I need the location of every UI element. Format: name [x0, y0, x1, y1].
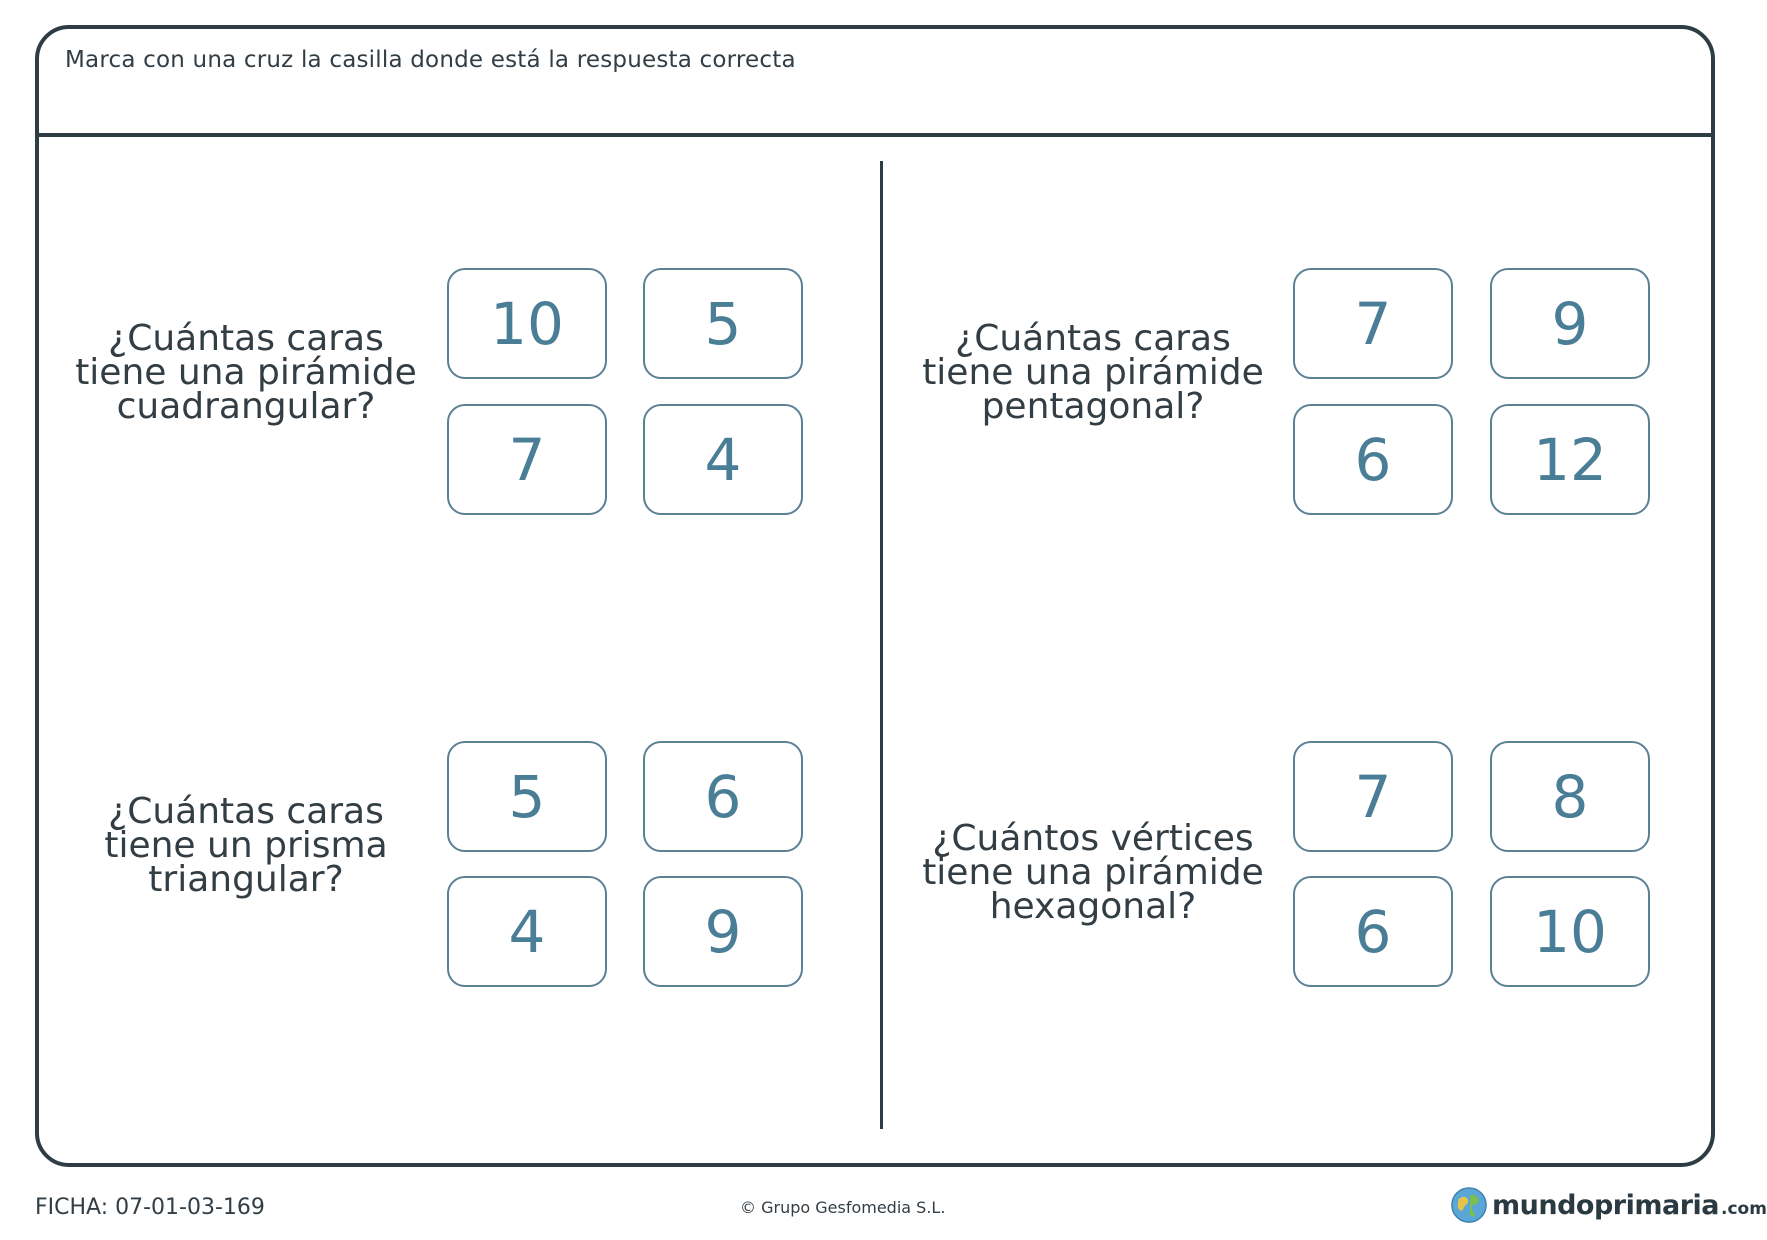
question-line: ¿Cuántos vértices	[932, 818, 1254, 859]
question-line: ¿Cuántas caras	[108, 791, 384, 832]
answer-box[interactable]: 10	[447, 268, 607, 379]
question-3	[61, 791, 431, 900]
question-line: cuadrangular?	[116, 386, 376, 427]
question-2	[908, 318, 1278, 427]
header-divider	[39, 133, 1711, 137]
answer-box[interactable]: 9	[1490, 268, 1650, 379]
brand-logo[interactable]	[1450, 1186, 1767, 1224]
question-line: tiene una pirámide	[922, 352, 1264, 393]
answer-box[interactable]: 7	[1293, 741, 1453, 852]
question-line: hexagonal?	[989, 886, 1197, 927]
answer-box[interactable]: 6	[1293, 876, 1453, 987]
logo-domain: .com	[1721, 1199, 1767, 1219]
question-4	[908, 818, 1278, 927]
answer-box[interactable]: 5	[447, 741, 607, 852]
worksheet-frame	[35, 25, 1715, 1167]
answer-box[interactable]: 7	[447, 404, 607, 515]
question-line: pentagonal?	[981, 386, 1205, 427]
logo-text: mundoprimaria	[1492, 1189, 1719, 1221]
answer-box[interactable]: 9	[643, 876, 803, 987]
answer-box[interactable]: 10	[1490, 876, 1650, 987]
center-divider	[880, 161, 883, 1129]
worksheet-code: FICHA: 07-01-03-169	[35, 1195, 265, 1220]
instructions: Marca con una cruz la casilla donde está la respuesta correcta	[65, 47, 796, 73]
copyright: © Grupo Gesfomedia S.L.	[740, 1198, 946, 1217]
answer-box[interactable]: 12	[1490, 404, 1650, 515]
answer-box[interactable]: 6	[643, 741, 803, 852]
question-line: tiene una pirámide	[922, 852, 1264, 893]
answer-box[interactable]: 8	[1490, 741, 1650, 852]
question-line: tiene un prisma	[104, 825, 388, 866]
question-1	[61, 318, 431, 427]
question-line: tiene una pirámide	[75, 352, 417, 393]
question-line: ¿Cuántas caras	[108, 318, 384, 359]
answer-box[interactable]: 4	[447, 876, 607, 987]
answer-box[interactable]: 7	[1293, 268, 1453, 379]
answer-box[interactable]: 4	[643, 404, 803, 515]
question-line: ¿Cuántas caras	[955, 318, 1231, 359]
question-line: triangular?	[148, 859, 344, 900]
globe-icon	[1450, 1186, 1488, 1224]
answer-box[interactable]: 5	[643, 268, 803, 379]
answer-box[interactable]: 6	[1293, 404, 1453, 515]
